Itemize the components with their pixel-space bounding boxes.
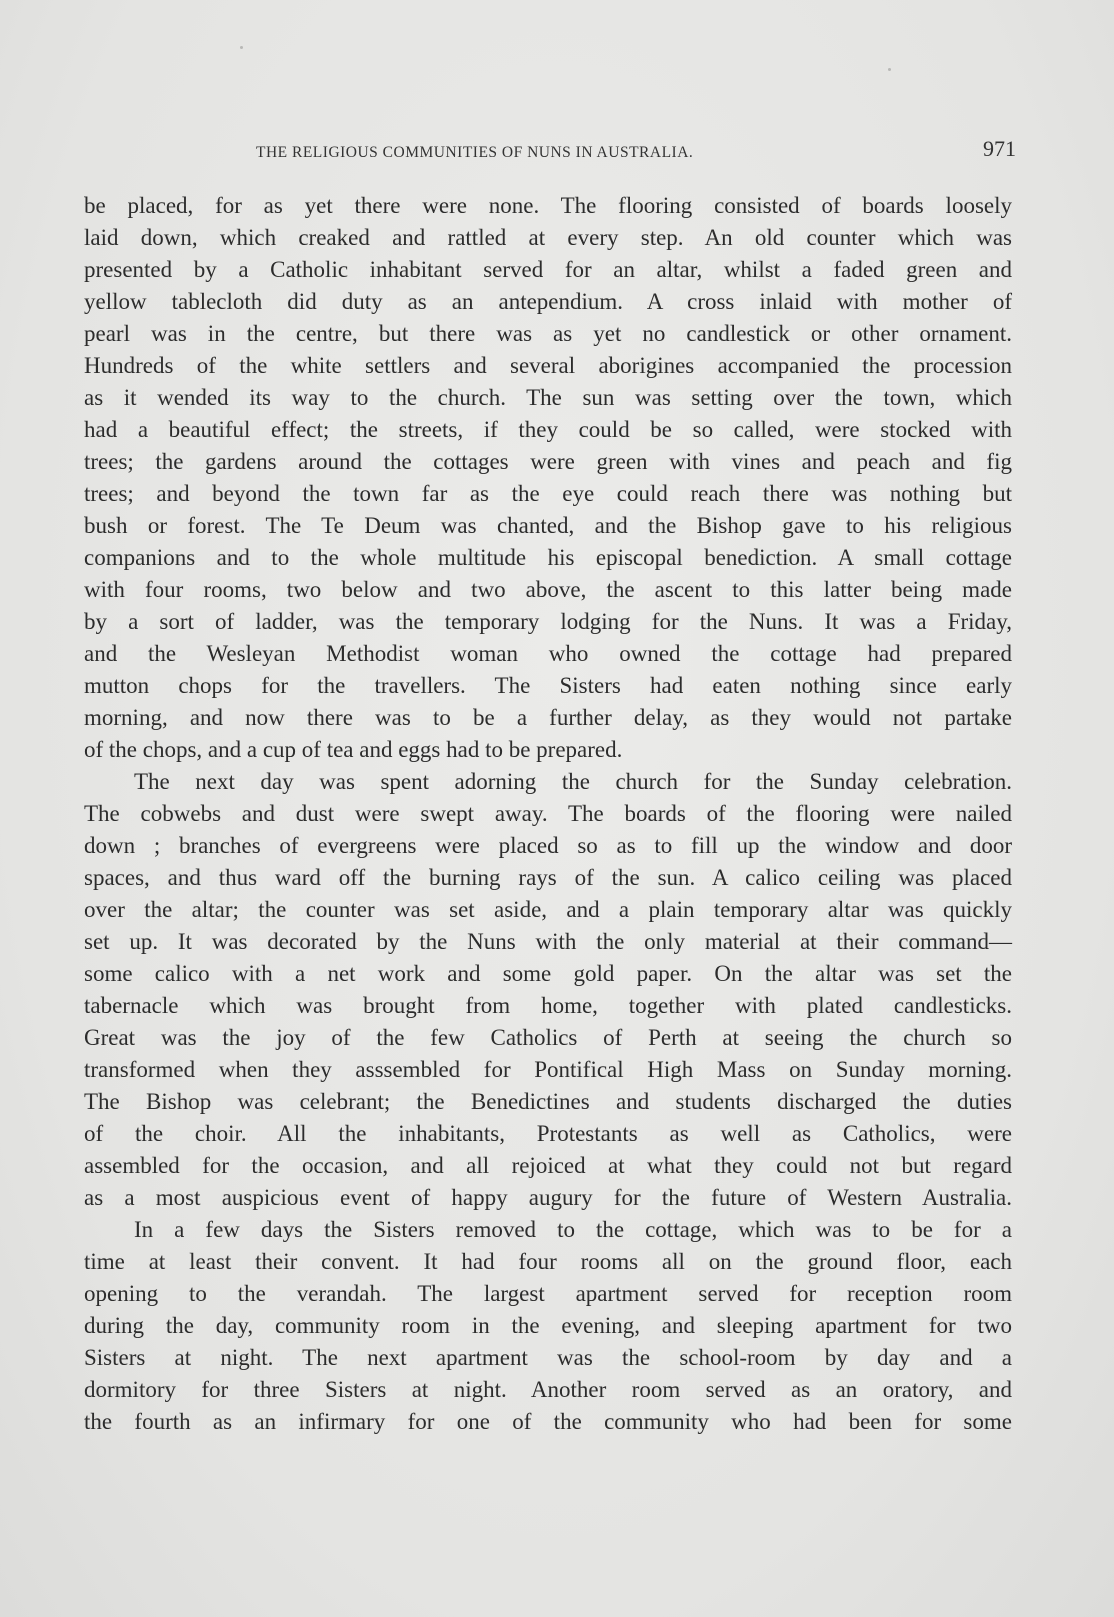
text-line: with four rooms, two below and two above, the ascent to this latter being made <box>84 577 1012 602</box>
page-header <box>256 136 1016 172</box>
text-line: over the altar; the counter was set aside, and a plain temporary altar was quickly <box>84 897 1012 922</box>
text-line: bush or forest. The Te Deum was chanted, and the Bishop gave to his religious <box>84 513 1012 538</box>
text-line: tabernacle which was brought from home, together with plated candlesticks. <box>84 993 1012 1018</box>
text-line: as it wended its way to the church. The sun was setting over the town, which <box>84 385 1012 410</box>
text-line: some calico with a net work and some gold paper. On the altar was set the <box>84 961 1012 986</box>
text-line: of the choir. All the inhabitants, Protestants as well as Catholics, were <box>84 1121 1012 1146</box>
text-line: down ; branches of evergreens were placed so as to fill up the window and door <box>84 833 1012 858</box>
text-line: of the chops, and a cup of tea and eggs had to be prepared. <box>84 737 623 762</box>
text-line: Great was the joy of the few Catholics of Perth at seeing the church so <box>84 1025 1012 1050</box>
text-line: transformed when they asssembled for Pontifical High Mass on Sunday morning. <box>84 1057 1012 1082</box>
text-line: had a beautiful effect; the streets, if they could be so called, were stocked with <box>84 417 1012 442</box>
text-line: The Bishop was celebrant; the Benedictines and students discharged the duties <box>84 1089 1012 1114</box>
text-line: laid down, which creaked and rattled at every step. An old counter which was <box>84 225 1012 250</box>
text-line: assembled for the occasion, and all rejoiced at what they could not but regard <box>84 1153 1012 1178</box>
text-line: The cobwebs and dust were swept away. The boards of the flooring were nailed <box>84 801 1012 826</box>
text-line: The next day was spent adorning the church for the Sunday celebration. <box>134 769 1012 794</box>
text-line: the fourth as an infirmary for one of the community who had been for some <box>84 1409 1012 1434</box>
text-line: be placed, for as yet there were none. The flooring consisted of boards loosely <box>84 193 1012 218</box>
text-line: opening to the verandah. The largest apartment served for reception room <box>84 1281 1012 1306</box>
page-number: 971 <box>983 136 1016 161</box>
paper-speck <box>240 46 243 49</box>
text-line: set up. It was decorated by the Nuns with the only material at their command— <box>84 929 1012 954</box>
text-line: companions and to the whole multitude his episcopal benediction. A small cottage <box>84 545 1012 570</box>
paper-speck <box>888 68 891 71</box>
text-line: trees; the gardens around the cottages were green with vines and peach and fig <box>84 449 1012 474</box>
text-line: during the day, community room in the evening, and sleeping apartment for two <box>84 1313 1012 1338</box>
text-line: pearl was in the centre, but there was as yet no candlestick or other ornament. <box>84 321 1012 346</box>
running-title: THE RELIGIOUS COMMUNITIES OF NUNS IN AUSTRALIA. <box>256 144 694 161</box>
text-line: Sisters at night. The next apartment was the school-room by day and a <box>84 1345 1012 1370</box>
text-line: mutton chops for the travellers. The Sisters had eaten nothing since early <box>84 673 1012 698</box>
text-line: In a few days the Sisters removed to the cottage, which was to be for a <box>134 1217 1012 1242</box>
text-line: Hundreds of the white settlers and several aborigines accompanied the procession <box>84 353 1012 378</box>
text-line: yellow tablecloth did duty as an antependium. A cross inlaid with mother of <box>84 289 1012 314</box>
text-line: spaces, and thus ward off the burning rays of the sun. A calico ceiling was placed <box>84 865 1012 890</box>
text-line: by a sort of ladder, was the temporary lodging for the Nuns. It was a Friday, <box>84 609 1012 634</box>
text-line: morning, and now there was to be a further delay, as they would not partake <box>84 705 1012 730</box>
text-line: and the Wesleyan Methodist woman who owned the cottage had prepared <box>84 641 1012 666</box>
text-line: time at least their convent. It had four rooms all on the ground floor, each <box>84 1249 1012 1274</box>
text-line: dormitory for three Sisters at night. Another room served as an oratory, and <box>84 1377 1012 1402</box>
text-line: trees; and beyond the town far as the eye could reach there was nothing but <box>84 481 1012 506</box>
text-line: presented by a Catholic inhabitant served for an altar, whilst a faded green and <box>84 257 1012 282</box>
body-text <box>84 190 1012 1438</box>
text-line: as a most auspicious event of happy augury for the future of Western Australia. <box>84 1185 1012 1210</box>
